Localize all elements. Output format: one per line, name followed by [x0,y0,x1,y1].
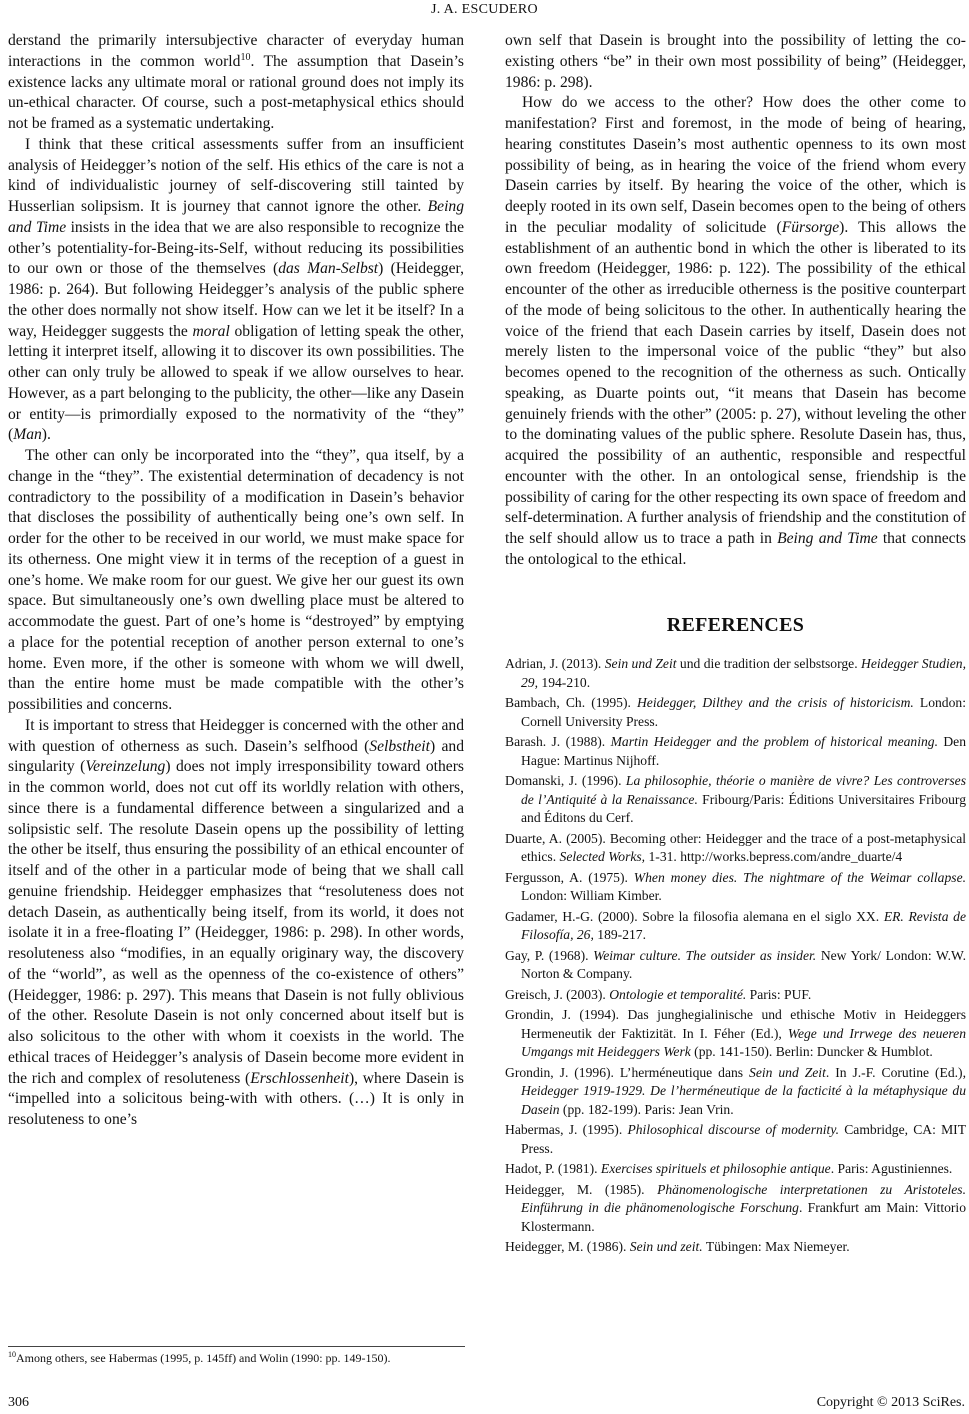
italic-text: Fürsorge [781,218,840,236]
text-run: Den Hague: Martinus Nijhoff. [521,734,966,768]
text-run: Habermas, J. (1995). [505,1122,628,1138]
reference-item [505,1238,966,1257]
text-run: Domanski, J. (1996). [505,773,626,789]
text-run: . In J.-F. Corutine (Ed.), [825,1064,966,1080]
text-run: Barash. J. (1988). [505,734,611,750]
text-run: (pp. 141-150). Berlin: Duncker & Humblot. [690,1044,933,1060]
reference-item [505,908,966,945]
paragraph [505,93,966,570]
text-run: Grondin, J. (1996). L’herméneutique dans [505,1064,750,1080]
text-run: Heidegger, M. (1985). [505,1181,658,1197]
reference-item [505,1160,966,1179]
running-header: J. A. ESCUDERO [431,2,538,17]
reference-item [505,655,966,692]
text-run: How do we access to the other? How does the other come to manifestation? First and foremost, in the mode of being of hearing, hearing constitutes Dasein’s most authentic openness to its own most possibility of being, as in hearing the voice of the friend whom every Dasein carries by itself. By hearing the voice of the other, which is deeply rooted in its own self, Dasein becomes open to the being of others in the peculiar modality of solicitude ( [505,94,966,236]
italic-text: When money dies. The nightmare of the Weimar collapse. [633,869,966,885]
text-run: . Paris: Agustiniennes. [830,1161,953,1177]
reference-item [505,830,966,867]
reference-item [505,986,966,1005]
text-run: obligation of letting speak the other, letting it interpret itself, allowing it to discover its own possibilities. The other can only truly be allowed to speak if we allow ourselves to hear. However, as a part belonging to the publicity, the other—like any Dasein or entity—is primordially exposed to the normativity of the “they” ( [8,322,464,444]
text-run: Cambridge, CA: MIT Press. [521,1122,967,1156]
italic-text: Heidegger Studien, 29, [521,656,966,690]
text-run: The other can only be incorporated into the “they”, qua itself, by a change in the “they”. The existential determination of decadency is not contradictory to the possibility of a modification in Dasein’s behavior that discloses the possibility of authentically being one’s own self. In order for the other to be received in our world, we must make space for its otherness. One might view it in terms of the reception of a guest in one’s home. We make room for our guest. We give her our guest its own space. But simultaneously one’s own dwelling place must be altered to accommodate the guest. Part of one’s home is “destroyed” by emptying a place for the potential reception of another person external to one’s home. Even more, if the other is someone with whom we will dwell, than the entire home must be made compatible with the other’s possibilities and concerns. [8,447,464,713]
italic-text: Phänomenologische interpretationen zu Aristoteles. Einführung in die phänomenologische Forschung [521,1181,966,1216]
italic-text: Heidegger 1919-1929. De l’herméneutique de la facticité à la métaphysique du Dasein [521,1083,966,1117]
text-run: 189-217. [593,927,646,943]
footnote-text: Among others, see Habermas (1995, p. 145ff) and Wolin (1990: pp. 149-150). [16,1351,391,1365]
italic-text: Weimar culture. The outsider as insider. [593,947,817,963]
text-run: Gadamer, H.-G. (2000). Sobre la filosofia alemana en el siglo XX. [505,908,884,924]
italic-text: Ontologie et temporalité. [609,986,747,1002]
text-run: Greisch, J. (2003). [505,986,610,1002]
reference-item [505,947,966,984]
reference-item [505,1121,966,1158]
text-run: ). [41,426,51,444]
footnote-divider [8,1346,465,1347]
text-run: Fribourg/Paris: Éditions Universitaires Fribourg and Éditons du Cerf. [521,791,966,826]
footnote-ref[interactable]: 10 [240,51,251,63]
footnote-number: 10 [8,1350,16,1359]
text-run: Paris: PUF. [746,986,812,1002]
reference-item [505,772,966,828]
text-run: Grondin, J. (1994). Das junghegialinische und ethische Motiv in Heideggers Hermeneutik der Faktizität. In I. Féher (Ed.), [505,1007,966,1041]
copyright-notice: Copyright © 2013 SciRes. [816,1395,965,1410]
italic-text: Exercises spirituels et philosophie antique [600,1161,831,1177]
paragraph [8,31,464,135]
text-run: ) does not imply irresponsibility toward others in the common world, does not cut off its worldly relation with others, since there is a fundamental difference between a singularized and a solipsistic self. The resolute Dasein opens up the possibility of letting the other be itself, thus ensuring the possibility of an ethical encounter of itself and of the other in a particular mode of being that we shall call genuine friendship. Heidegger emphasizes that “resoluteness does not detach Dasein, as authentically being itself, from its world, it does not isolate it in a free-floating I” (Heidegger, 1986: p. 298). In other words, resoluteness also “modifies, in an equally originary way, the discovery of the “world”, as well as the openness of the co-existence of others” (Heidegger, 1986: p. 297). This means that Dasein is not fully oblivious of the other. Resolute Dasein is not only concerned about itself but is also solicitous to the other with whom it coexists in the world. The ethical traces of Heidegger’s analysis of Dasein become more evident in the rich and complex of resoluteness ( [8,758,464,1087]
text-run: Fergusson, A. (1975). [505,869,634,885]
reference-item [505,1181,966,1237]
text-run: ) and singularity ( [8,737,464,776]
text-run: London: William Kimber. [521,888,662,904]
text-run: Bambach, Ch. (1995). [505,695,637,711]
text-run: 1-31. http://works.bepress.com/andre_duarte/4 [645,849,903,865]
italic-text: Man [13,426,42,444]
text-run: insists in the idea that we are also responsible to recognize the other’s potentiality-for-Being-its-Self, without reducing its possibilities to our own or those of the themselves ( [8,218,464,278]
text-run: Tübingen: Max Niemeyer. [702,1239,850,1255]
text-run: that connects the ontological to the ethical. [505,530,966,568]
italic-text: Vereinzelung [85,758,166,776]
references-heading: REFERENCES [666,613,805,636]
text-run: Hadot, P. (1981). [505,1161,601,1177]
reference-item [505,1064,966,1120]
reference-item [505,733,966,770]
paragraph [8,716,464,1131]
reference-item [505,694,966,731]
text-run: New York/ London: W.W. Norton & Company. [521,947,967,982]
italic-text: Sein und Zeit [749,1064,826,1080]
text-run: derstand the primarily intersubjective character of everyday human interactions in the common world [8,32,464,70]
italic-text: Wege und Irrwege des neueren Umgangs mit Heideggers Werk [521,1025,967,1060]
text-run: (pp. 182-199). Paris: Jean Vrin. [559,1101,734,1117]
text-run: own self that Dasein is brought into the possibility of letting the co-existing others “be” in their own most possibility of being” (Heidegger, 1986: p. 298). [505,32,966,91]
text-run: Gay, P. (1968). [505,947,594,963]
page-number: 306 [8,1395,29,1410]
italic-text: Martin Heidegger and the problem of historical meaning. [610,734,938,750]
italic-text: Being and Time [777,530,878,547]
italic-text: Sein und zeit. [629,1239,703,1255]
text-run: Heidegger, M. (1986). [505,1239,630,1255]
text-run: und die tradition der selbstsorge. [676,656,862,672]
italic-text: Erschlossenheit [250,1069,349,1087]
references-list [505,655,966,1257]
text-run: Duarte, A. (2005). Becoming other: Heidegger and the trace of a post-metaphysical ethics. [505,830,966,865]
italic-text: ER. Revista de Filosofía, 26, [521,908,966,943]
italic-text: Heidegger, Dilthey and the crisis of historicism. [636,695,914,711]
text-run: I think that these critical assessments suffer from an insufficient analysis of Heidegger’s notion of the self. His ethics of the care is not a kind of individualistic journey of self-discovering still tainted by Husserlian solipsism. It is journey that cannot ignore the other. [8,135,464,215]
text-run: Adrian, J. (2013). [505,656,605,672]
italic-text: Sein und Zeit [604,656,677,672]
italic-text: moral [192,322,230,340]
text-run: . The assumption that Dasein’s existence lacks any ultimate moral or rational ground does not imply its un-ethical character. Of course, such a post-metaphysical ethics should not be framed as a systematic undertaking. [8,52,464,132]
text-run: . Frankfurt am Main: Vittorio Klostermann. [521,1200,966,1234]
reference-item [505,869,966,906]
italic-text: Selected Works, [559,849,646,865]
left-column [8,31,464,1131]
text-run: 194-210. [538,674,591,690]
text-run: ), where Dasein is “impelled into a solicitous being-with with others. (…) It is only in resoluteness to one’s [8,1069,464,1128]
reference-item [505,1006,966,1062]
right-column [505,31,966,1259]
italic-text: Philosophical discourse of modernity. [627,1122,840,1138]
paragraph [8,446,464,716]
italic-text: Selbstheit [369,737,430,755]
text-run: ). This allows the establishment of an authentic bond in which the other is liberated to its own freedom (Heidegger, 1986: p. 122). The possibility of the ethical encounter of the other as irreducible otherness is the positive counterpart of the mode of being solicitous to the other. In authentically hearing the voice of the friend that each Dasein carries by itself, Dasein does not merely listen to the impersonal voice of the public “they” but also becomes opened to the recognition of the otherness as such. Ontically speaking, as Duarte points out, “it means that Dasein has become genuinely friends with the other” (2005: p. 27), without leveling the other to the dominating values of the public sphere. Resolute Dasein has, thus, acquired the possibility of an authentic, responsible and respectful encounter with the other. In an ontological sense, friendship is the possibility of caring for the other respecting its own space of freedom and self-determination. A further analysis of friendship and the constitution of the self should allow us to trace a path in [505,218,966,547]
paragraph [505,31,966,93]
paragraph [8,135,464,446]
italic-text: das Man-Selbst [278,260,379,278]
italic-text: Being and Time [8,198,464,236]
footnote [8,1351,391,1366]
text-run: It is important to stress that Heidegger is concerned with the other and with question of otherness as such. Dasein’s selfhood ( [8,716,464,755]
text-run: London: Cornell University Press. [521,695,966,729]
italic-text: La philosophie, théorie o manière de vivre? Les controverses de l’Antiquité à la Renaissance. [521,773,966,807]
text-run: ) (Heidegger, 1986: p. 264). But following Heidegger’s analysis of the public sphere the other does normally not show itself. How can we let it be itself? In a way, Heidegger suggests the [8,260,464,340]
